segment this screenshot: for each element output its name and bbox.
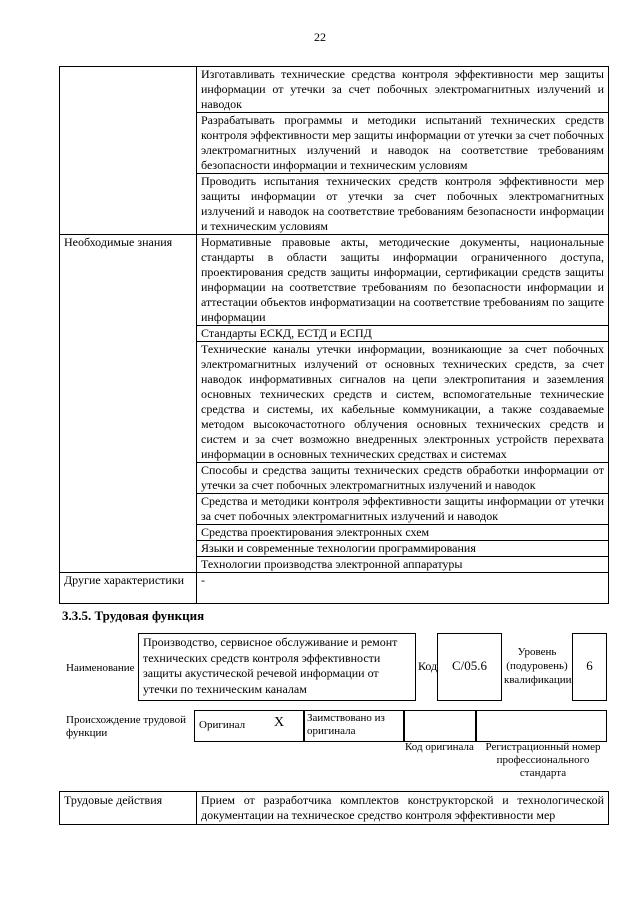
origin-label: Происхождение трудовой функции [66,714,187,739]
skill-cell: Изготавливать технические средства контроля эффективности мер защиты информации от утечки за счет побочных электромагнитных излучений и наводок [197,67,609,113]
skill-cell: Разрабатывать программы и методики испытаний технических средств контроля эффективности мер защиты информации от утечки за счет побочных электромагнитных излучений и наводок на соответствие требованиям безопасности информации и техническим условиям [197,113,609,174]
knowledge-cell: Нормативные правовые акты, методические документы, национальные стандарты в области защиты информации ограниченного доступа, проектирования средств защиты информации, сертификации средств защиты информации на соответствие требованиям по безопасности информации и аттестации объектов информатизации на соответствие требованиям по защите информации [197,235,609,326]
name-label: Наименование [66,662,135,674]
other-cell: - [197,573,609,604]
code-box [437,633,502,701]
original-mark: X [274,715,285,730]
knowledge-cell: Технологии производства электронной аппаратуры [197,557,609,573]
code-original-box [403,710,477,742]
borrowed-box [303,710,405,742]
knowledge-cell: Способы и средства защиты технических средств обработки информации от утечки за счет побочных электромагнитных излучений и наводок [197,463,609,494]
reg-number-label: Регистрационный номер профессионального стандарта [485,741,601,779]
skill-cell: Проводить испытания технических средств контроля эффективности мер защиты информации от утечки за счет побочных электромагнитных излучений и наводок на соответствие требованиям безопасности информации и техническим условиям [197,174,609,235]
code-value: C/05.6 [451,658,488,673]
table-row [60,792,609,825]
knowledge-cell: Стандарты ЕСКД, ЕСТД и ЕСПД [197,326,609,342]
knowledge-cell: Технические каналы утечки информации, возникающие за счет побочных электромагнитных излучений от основных технических средств, за счет наводок информативных сигналов на цепи электропитания и заземления основных технических средств и систем, вспомогательные технические средства и системы, их кабельные коммуникации, а также создаваемые методом высокочастотного облучения основных технических средств и систем и за счет возможно внедренных электронных устройств перехвата информации в основных технических средствах и системах [197,342,609,463]
level-label: Уровень (подуровень) квалификации [504,646,572,686]
table-row [60,67,609,113]
reg-number-box [475,710,607,742]
table-row [60,573,609,604]
page-number: 22 [314,30,326,44]
knowledge-cell: Языки и современные технологии программирования [197,541,609,557]
labor-actions-table [59,791,609,825]
row-label-knowledge: Необходимые знания [60,235,197,573]
borrowed-label: Заимствовано из оригинала [307,712,385,737]
original-label: Оригинал [199,719,246,731]
name-box [138,633,416,701]
code-label: Код [418,659,438,673]
section-title: 3.3.5. Трудовая функция [62,608,205,623]
row-label-other: Другие характеристики [60,573,197,604]
level-box [572,633,607,701]
name-value: Производство, сервисное обслуживание и ремонт технических средств контроля эффективности защиты акустической речевой информации от утечки по техническим каналам [143,635,398,696]
table-row [60,235,609,326]
knowledge-cell: Средства и методики контроля эффективности защиты информации от утечки за счет побочных электромагнитных излучений и наводок [197,494,609,525]
level-value: 6 [586,658,593,673]
knowledge-table [59,66,609,604]
labor-actions-value: Прием от разработчика комплектов конструкторской и технологической документации на техническое средство контроля эффективности мер [197,792,609,825]
code-original-label: Код оригинала [405,741,474,753]
labor-actions-label: Трудовые действия [60,792,197,825]
knowledge-cell: Средства проектирования электронных схем [197,525,609,541]
row-label [60,67,197,235]
